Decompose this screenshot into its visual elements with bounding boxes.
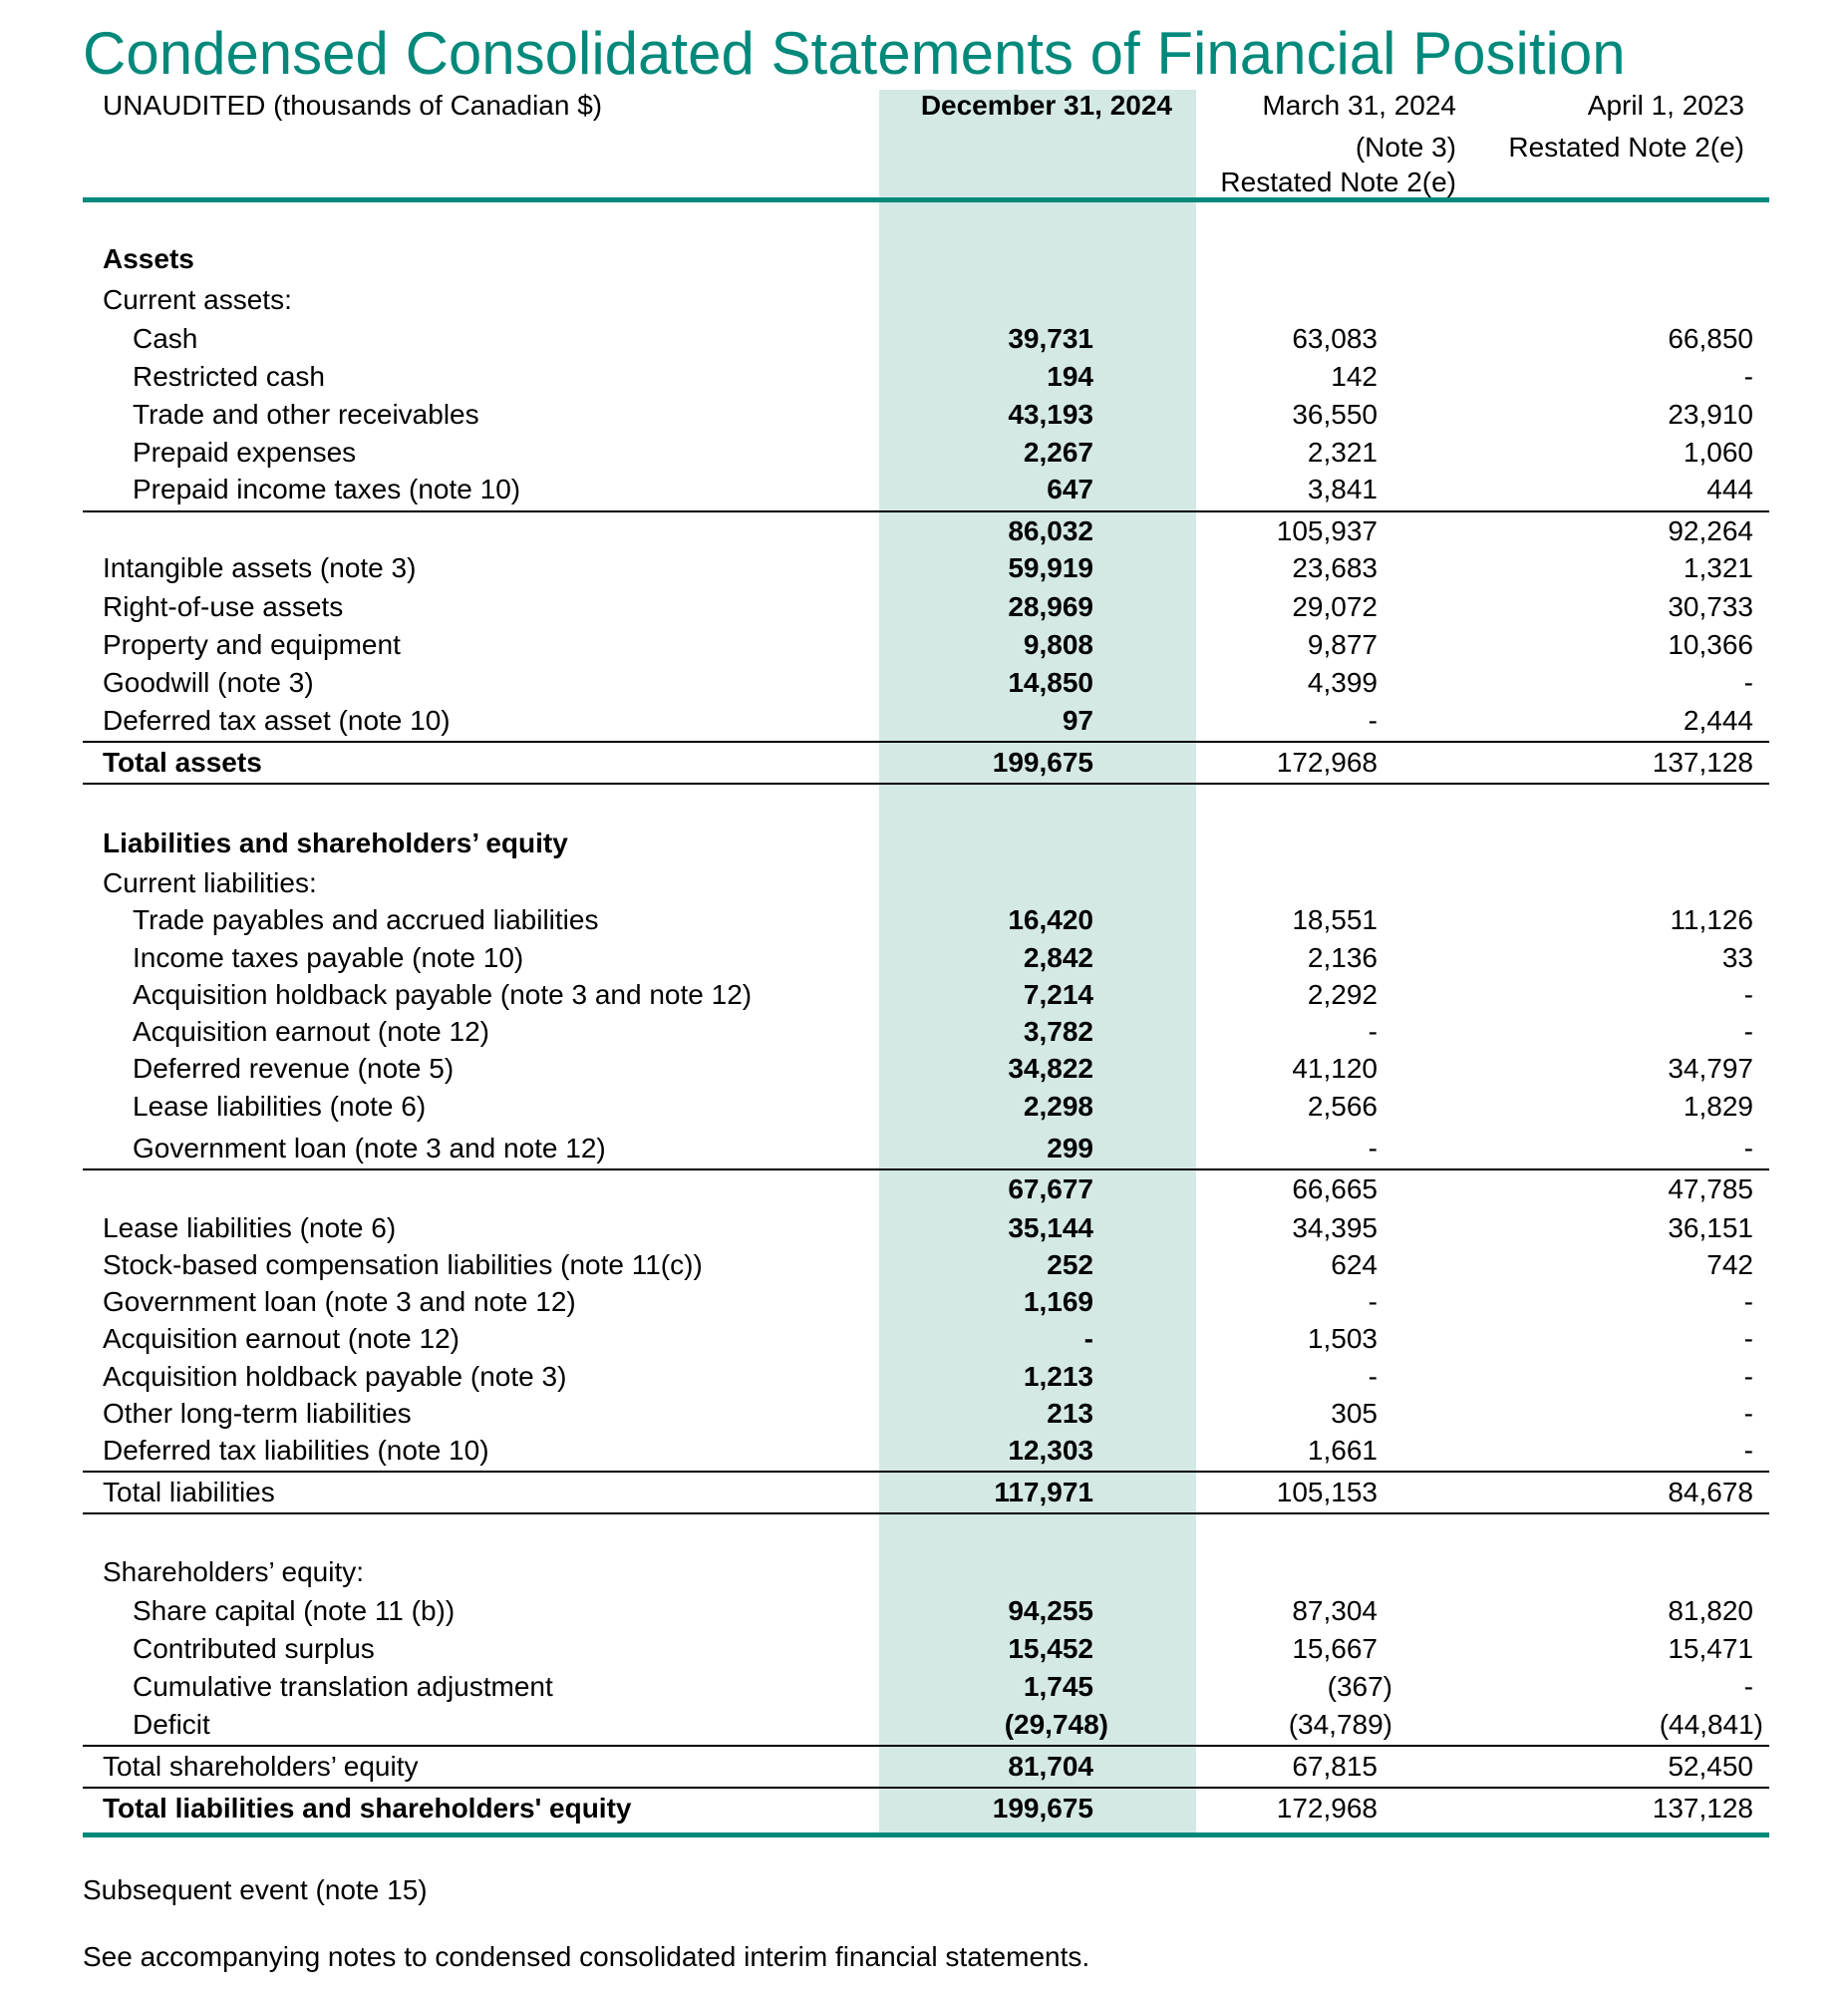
- value-dec-2024: 194: [1047, 361, 1093, 392]
- table-row: [83, 1319, 1769, 1359]
- value-dec-2024: 1,169: [1023, 1286, 1093, 1317]
- column-header-apr-2023-restated: Restated Note 2(e): [1508, 132, 1744, 163]
- value-mar-2024: 23,683: [1292, 552, 1378, 583]
- row-label: Current assets:: [103, 284, 292, 315]
- value-apr-2023: 1,829: [1683, 1091, 1753, 1122]
- row-label: Deferred revenue (note 5): [133, 1053, 455, 1084]
- value-mar-2024: 67,815: [1292, 1751, 1378, 1782]
- value-dec-2024: 81,704: [1008, 1751, 1093, 1782]
- total-row-liabilities: [83, 1473, 1769, 1512]
- value-dec-2024: 199,675: [992, 747, 1093, 778]
- column-header-mar-2024: March 31, 2024: [1262, 90, 1456, 121]
- value-dec-2024: 117,971: [994, 1477, 1093, 1507]
- value-dec-2024: 12,303: [1008, 1435, 1093, 1466]
- value-apr-2023: 23,910: [1668, 399, 1753, 430]
- value-apr-2023: 92,264: [1668, 515, 1753, 546]
- row-label: Acquisition holdback payable (note 3): [103, 1361, 567, 1392]
- value-mar-2024: 29,072: [1292, 591, 1378, 622]
- row-label: Lease liabilities (note 6): [103, 1212, 397, 1243]
- row-label: Total assets: [103, 747, 262, 778]
- value-apr-2023: -: [1743, 1435, 1753, 1466]
- subtotal-row-current-liabilities: [83, 1169, 1769, 1209]
- value-mar-2024: -: [1368, 1133, 1378, 1163]
- table-row: [83, 433, 1769, 473]
- value-mar-2024: 172,968: [1276, 1793, 1378, 1824]
- column-header-dec-2024: December 31, 2024: [920, 90, 1172, 121]
- value-apr-2023: -: [1743, 1133, 1753, 1163]
- table-row: [83, 1705, 1769, 1745]
- value-mar-2024: 105,937: [1276, 515, 1378, 546]
- value-apr-2023: -: [1743, 1323, 1753, 1354]
- value-mar-2024: 1,661: [1307, 1435, 1378, 1466]
- table-row: [83, 900, 1769, 940]
- value-apr-2023: 84,678: [1668, 1477, 1753, 1507]
- value-mar-2024: 63,083: [1292, 323, 1378, 354]
- value-mar-2024: 2,292: [1307, 979, 1378, 1010]
- value-dec-2024: 43,193: [1008, 399, 1093, 430]
- row-label: Cash: [133, 323, 198, 354]
- value-mar-2024: 9,877: [1307, 629, 1378, 660]
- table-row: [83, 975, 1769, 1015]
- subheading-current-assets: [83, 280, 1769, 320]
- value-apr-2023: 742: [1706, 1249, 1753, 1280]
- value-dec-2024: 59,919: [1008, 552, 1093, 583]
- row-label: Total liabilities and shareholders' equity: [103, 1793, 632, 1824]
- value-apr-2023: -: [1743, 1398, 1753, 1429]
- row-rule: [83, 783, 1769, 785]
- value-apr-2023: 15,471: [1668, 1633, 1753, 1664]
- table-row: [83, 1129, 1769, 1168]
- table-row: [83, 1282, 1769, 1322]
- row-label: Stock-based compensation liabilities (note 11(c)): [103, 1249, 703, 1280]
- value-mar-2024: 142: [1331, 361, 1378, 392]
- row-label: Total shareholders’ equity: [103, 1751, 419, 1782]
- table-row: [83, 1208, 1769, 1248]
- value-dec-2024: 2,298: [1023, 1091, 1093, 1122]
- value-apr-2023: 47,785: [1668, 1173, 1753, 1204]
- value-apr-2023: (44,841): [1659, 1709, 1763, 1740]
- row-label: Acquisition earnout (note 12): [103, 1323, 460, 1354]
- row-label: Prepaid income taxes (note 10): [133, 474, 521, 504]
- table-row: [83, 625, 1769, 665]
- subtotal-row-current-assets: [83, 511, 1769, 551]
- row-label: Property and equipment: [103, 629, 401, 660]
- value-mar-2024: 2,566: [1307, 1091, 1378, 1122]
- table-row: [83, 1049, 1769, 1089]
- value-apr-2023: -: [1743, 1286, 1753, 1317]
- subheading-current-liabilities: [83, 863, 1769, 903]
- column-header-mar-2024-note: (Note 3): [1355, 132, 1456, 163]
- value-apr-2023: 33: [1721, 942, 1753, 973]
- value-mar-2024: 3,841: [1307, 474, 1378, 504]
- unit-label: UNAUDITED (thousands of Canadian $): [103, 90, 603, 121]
- row-label: Deferred tax liabilities (note 10): [103, 1435, 489, 1466]
- value-dec-2024: 67,677: [1008, 1173, 1093, 1204]
- value-apr-2023: -: [1743, 1671, 1753, 1702]
- row-label: Government loan (note 3 and note 12): [133, 1133, 606, 1163]
- value-mar-2024: 4,399: [1307, 667, 1378, 698]
- row-label: Lease liabilities (note 6): [133, 1091, 427, 1122]
- table-row: [83, 470, 1769, 509]
- value-dec-2024: 213: [1047, 1398, 1093, 1429]
- value-dec-2024: 15,452: [1008, 1633, 1093, 1664]
- value-dec-2024: 97: [1062, 705, 1093, 736]
- row-label: Contributed surplus: [133, 1633, 375, 1664]
- value-dec-2024: 2,842: [1023, 942, 1093, 973]
- value-apr-2023: 2,444: [1683, 705, 1753, 736]
- value-apr-2023: 137,128: [1652, 1793, 1753, 1824]
- statement-title: Condensed Consolidated Statements of Financial Position: [83, 20, 1626, 87]
- value-apr-2023: 10,366: [1668, 629, 1753, 660]
- row-label: Other long-term liabilities: [103, 1398, 412, 1429]
- value-dec-2024: 94,255: [1008, 1595, 1093, 1626]
- value-apr-2023: -: [1743, 1016, 1753, 1047]
- value-dec-2024: 86,032: [1008, 515, 1093, 546]
- value-mar-2024: -: [1368, 705, 1378, 736]
- value-mar-2024: 34,395: [1292, 1212, 1378, 1243]
- value-mar-2024: (34,789): [1288, 1709, 1392, 1740]
- total-row-equity: [83, 1747, 1769, 1787]
- section-heading-liabilities: [83, 824, 1769, 863]
- table-row: [83, 1394, 1769, 1434]
- value-dec-2024: 252: [1047, 1249, 1093, 1280]
- table-row: [83, 938, 1769, 978]
- value-dec-2024: 1,213: [1023, 1361, 1093, 1392]
- row-label: Total liabilities: [103, 1477, 275, 1507]
- table-row: [83, 395, 1769, 435]
- row-rule: [83, 1512, 1769, 1514]
- value-dec-2024: 28,969: [1008, 591, 1093, 622]
- table-row: [83, 1667, 1769, 1707]
- value-mar-2024: 2,136: [1307, 942, 1378, 973]
- value-apr-2023: 1,321: [1683, 552, 1753, 583]
- table-row: [83, 548, 1769, 588]
- row-label: Goodwill (note 3): [103, 667, 314, 698]
- value-dec-2024: 199,675: [992, 1793, 1093, 1824]
- row-label: Right-of-use assets: [103, 591, 344, 622]
- value-mar-2024: (367): [1327, 1671, 1392, 1702]
- value-mar-2024: -: [1368, 1016, 1378, 1047]
- value-dec-2024: 2,267: [1023, 437, 1093, 468]
- table-row: [83, 1087, 1769, 1127]
- table-row: [83, 357, 1769, 397]
- row-label: Share capital (note 11 (b)): [133, 1595, 456, 1626]
- table-row: [83, 701, 1769, 741]
- value-dec-2024: 3,782: [1023, 1016, 1093, 1047]
- value-dec-2024: 7,214: [1023, 979, 1093, 1010]
- value-apr-2023: 137,128: [1652, 747, 1753, 778]
- value-apr-2023: -: [1743, 1361, 1753, 1392]
- row-label: Trade and other receivables: [133, 399, 479, 430]
- value-dec-2024: 14,850: [1008, 667, 1093, 698]
- value-apr-2023: -: [1743, 361, 1753, 392]
- row-label: Deferred tax asset (note 10): [103, 705, 451, 736]
- column-header-mar-2024-restated: Restated Note 2(e): [1220, 166, 1456, 197]
- value-apr-2023: 444: [1706, 474, 1753, 504]
- value-dec-2024: 1,745: [1023, 1671, 1093, 1702]
- value-apr-2023: 52,450: [1668, 1751, 1753, 1782]
- header-rule: [83, 197, 1769, 202]
- footer-rule: [83, 1832, 1769, 1837]
- row-label: Prepaid expenses: [133, 437, 357, 468]
- value-apr-2023: 11,126: [1670, 904, 1753, 935]
- table-row: [83, 1245, 1769, 1285]
- subheading-shareholders-equity: [83, 1552, 1769, 1592]
- row-label: Current liabilities:: [103, 867, 317, 898]
- value-apr-2023: 81,820: [1668, 1595, 1753, 1626]
- value-mar-2024: 41,120: [1292, 1053, 1378, 1084]
- value-apr-2023: 1,060: [1683, 437, 1753, 468]
- value-apr-2023: -: [1743, 667, 1753, 698]
- value-mar-2024: 105,153: [1276, 1477, 1378, 1507]
- table-row: [83, 319, 1769, 359]
- value-mar-2024: -: [1368, 1361, 1378, 1392]
- value-dec-2024: 35,144: [1008, 1212, 1093, 1243]
- row-label: Intangible assets (note 3): [103, 552, 417, 583]
- column-header-apr-2023: April 1, 2023: [1587, 90, 1744, 121]
- value-mar-2024: 624: [1331, 1249, 1378, 1280]
- row-label: Assets: [103, 243, 194, 274]
- value-apr-2023: 30,733: [1668, 591, 1753, 622]
- total-row-assets: [83, 743, 1769, 783]
- row-label: Acquisition earnout (note 12): [133, 1016, 489, 1047]
- row-label: Restricted cash: [133, 361, 325, 392]
- row-label: Government loan (note 3 and note 12): [103, 1286, 576, 1317]
- value-mar-2024: 305: [1331, 1398, 1378, 1429]
- value-mar-2024: 18,551: [1292, 904, 1378, 935]
- row-label: Acquisition holdback payable (note 3 and note 12): [133, 979, 753, 1010]
- value-apr-2023: 66,850: [1668, 323, 1753, 354]
- table-row: [83, 1591, 1769, 1631]
- value-dec-2024: -: [1083, 1323, 1093, 1354]
- value-apr-2023: -: [1743, 979, 1753, 1010]
- value-mar-2024: 36,550: [1292, 399, 1378, 430]
- row-label: Trade payables and accrued liabilities: [133, 904, 599, 935]
- table-row: [83, 663, 1769, 703]
- value-dec-2024: 9,808: [1023, 629, 1093, 660]
- row-label: Deficit: [133, 1709, 210, 1740]
- value-mar-2024: 2,321: [1307, 437, 1378, 468]
- table-row: [83, 587, 1769, 627]
- value-apr-2023: 36,151: [1668, 1212, 1753, 1243]
- table-row: [83, 1012, 1769, 1052]
- value-mar-2024: 1,503: [1307, 1323, 1378, 1354]
- value-dec-2024: 34,822: [1008, 1053, 1093, 1084]
- table-row: [83, 1629, 1769, 1669]
- value-mar-2024: 15,667: [1292, 1633, 1378, 1664]
- total-row-liabilities-and-equity: [83, 1789, 1769, 1828]
- value-mar-2024: 172,968: [1276, 747, 1378, 778]
- value-mar-2024: -: [1368, 1286, 1378, 1317]
- value-dec-2024: 39,731: [1008, 323, 1093, 354]
- table-row: [83, 1357, 1769, 1397]
- value-mar-2024: 87,304: [1292, 1595, 1378, 1626]
- value-dec-2024: 16,420: [1008, 904, 1093, 935]
- value-dec-2024: 299: [1047, 1133, 1093, 1163]
- table-row: [83, 1431, 1769, 1471]
- row-label: Shareholders’ equity:: [103, 1556, 365, 1587]
- section-heading-assets: [83, 239, 1769, 279]
- value-apr-2023: 34,797: [1668, 1053, 1753, 1084]
- value-mar-2024: 66,665: [1292, 1173, 1378, 1204]
- row-label: Liabilities and shareholders’ equity: [103, 828, 568, 858]
- value-dec-2024: 647: [1047, 474, 1093, 504]
- row-label: Cumulative translation adjustment: [133, 1671, 553, 1702]
- row-label: Income taxes payable (note 10): [133, 942, 524, 973]
- subsequent-event-note: Subsequent event (note 15): [83, 1874, 428, 1905]
- value-dec-2024: (29,748): [1004, 1709, 1108, 1740]
- accompanying-notes-statement: See accompanying notes to condensed consolidated interim financial statements.: [83, 1941, 1090, 1972]
